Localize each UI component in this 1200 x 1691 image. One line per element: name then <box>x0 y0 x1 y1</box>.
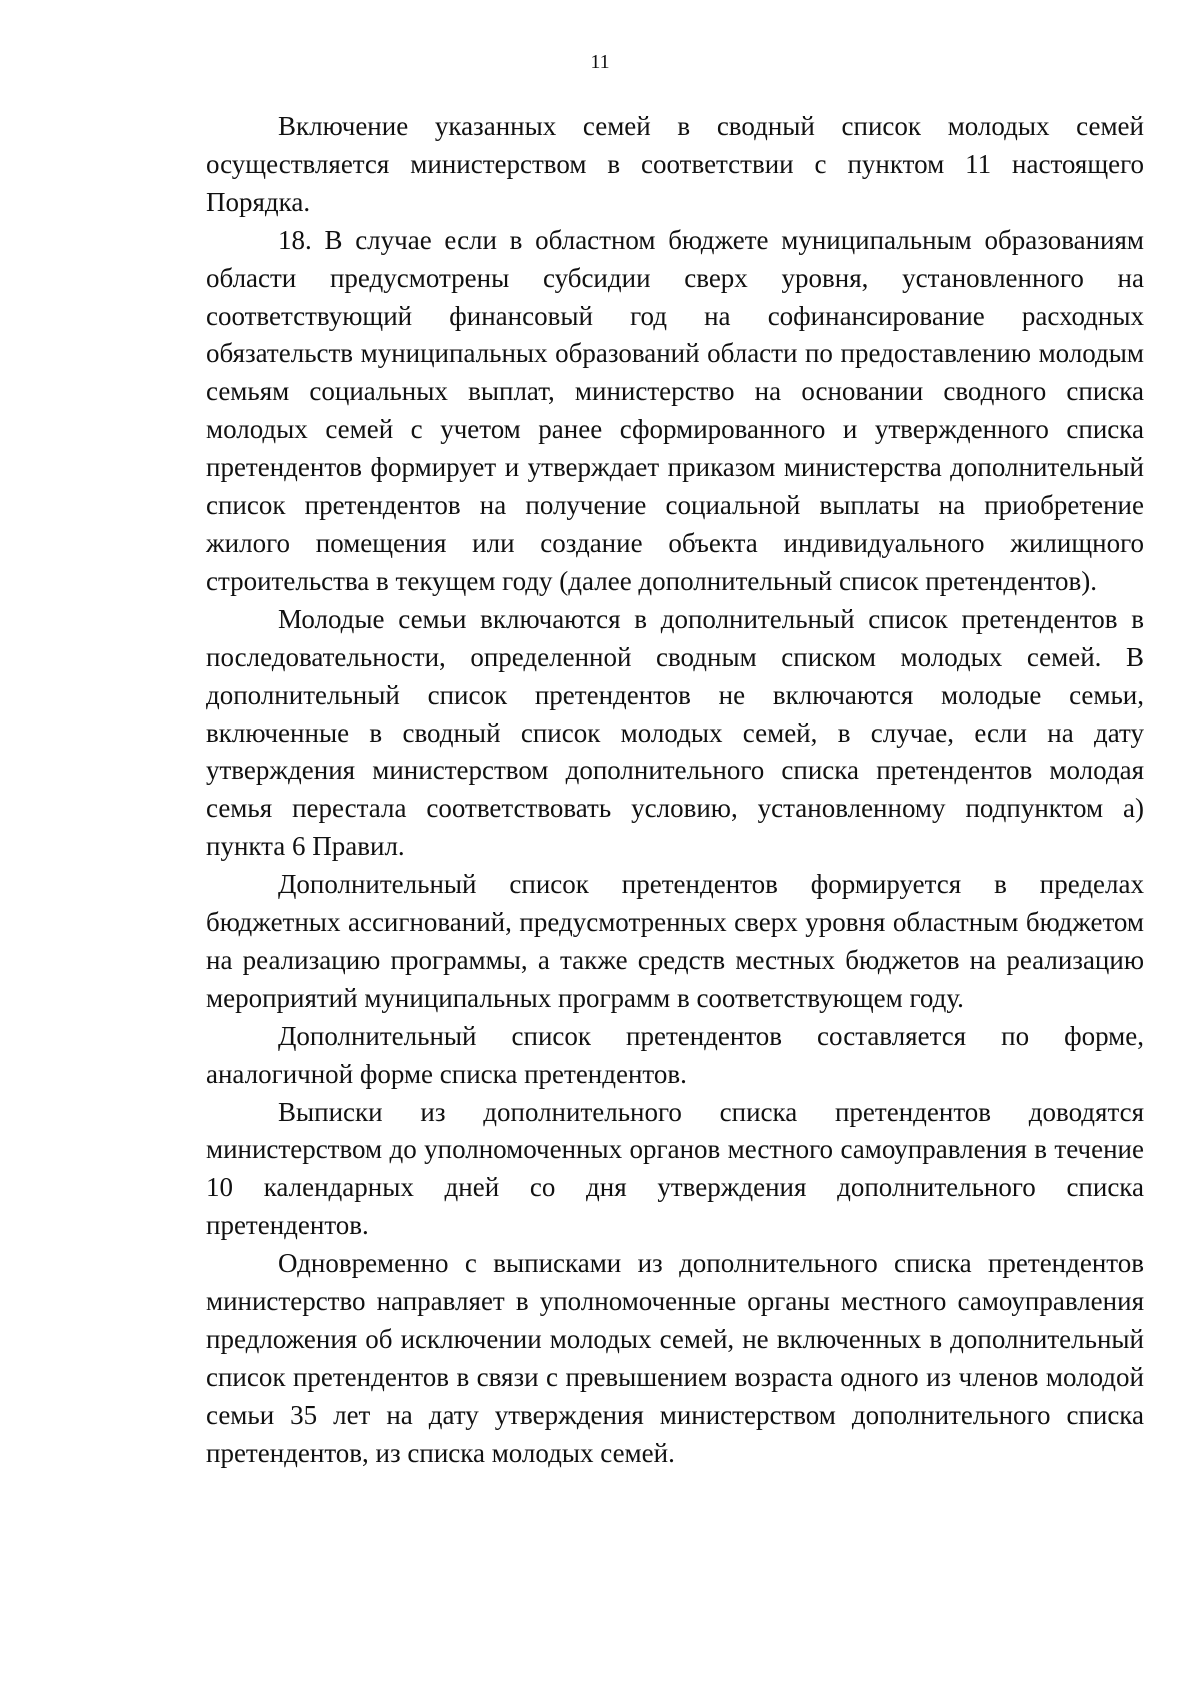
paragraph-family-inclusion: Включение указанных семей в сводный список молодых семей осуществляется министерством в соответствии с пунктом 11 настоящего Порядка. <box>206 111 1144 217</box>
paragraph-item-18: 18. В случае если в областном бюджете муниципальным образованиям области предусмотрены субсидии сверх уровня, установленного на соответствующий финансовый год на софинансирование расходных обязательств муниципальных образований области по предоставлению молодым семьям социальных выплат, министерство на основании сводного списка молодых семей с учетом ранее сформированного и утвержденного списка претендентов формирует и утверждает приказом министерства дополнительный список претендентов на получение социальной выплаты на приобретение жилого помещения или создание объекта индивидуального жилищного строительства в текущем году (далее дополнительный список претендентов). <box>206 224 1144 596</box>
page-number: 11 <box>590 51 610 73</box>
document-body <box>206 108 1144 1473</box>
paragraph-order-of-inclusion: Молодые семьи включаются в дополнительный список претендентов в последовательности, определенной сводным списком молодых семей. В дополнительный список претендентов не включаются молодые семьи, включенные в сводный список молодых семей, в случае, если на дату утверждения министерством дополнительного списка претендентов молодая семья перестала соответствовать условию, установленному подпунктом а) пункта 6 Правил. <box>206 603 1144 862</box>
paragraph-budget-limits: Дополнительный список претендентов формируется в пределах бюджетных ассигнований, предусмотренных сверх уровня областным бюджетом на реализацию программы, а также средств местных бюджетов на реализацию мероприятий муниципальных программ в соответствующем году. <box>206 869 1144 1013</box>
paragraph-exclusion-proposals: Одновременно с выписками из дополнительного списка претендентов министерство направляет в уполномоченные органы местного самоуправления предложения об исключении молодых семей, не включенных в дополнительный список претендентов в связи с превышением возраста одного из членов молодой семьи 35 лет на дату утверждения министерством дополнительного списка претендентов, из списка молодых семей. <box>206 1248 1144 1468</box>
paragraph-list-form: Дополнительный список претендентов составляется по форме, аналогичной форме списка претендентов. <box>206 1020 1144 1089</box>
paragraph-extracts: Выписки из дополнительного списка претендентов доводятся министерством до уполномоченных органов местного самоуправления в течение 10 календарных дней со дня утверждения дополнительного списка претендентов. <box>206 1096 1144 1241</box>
